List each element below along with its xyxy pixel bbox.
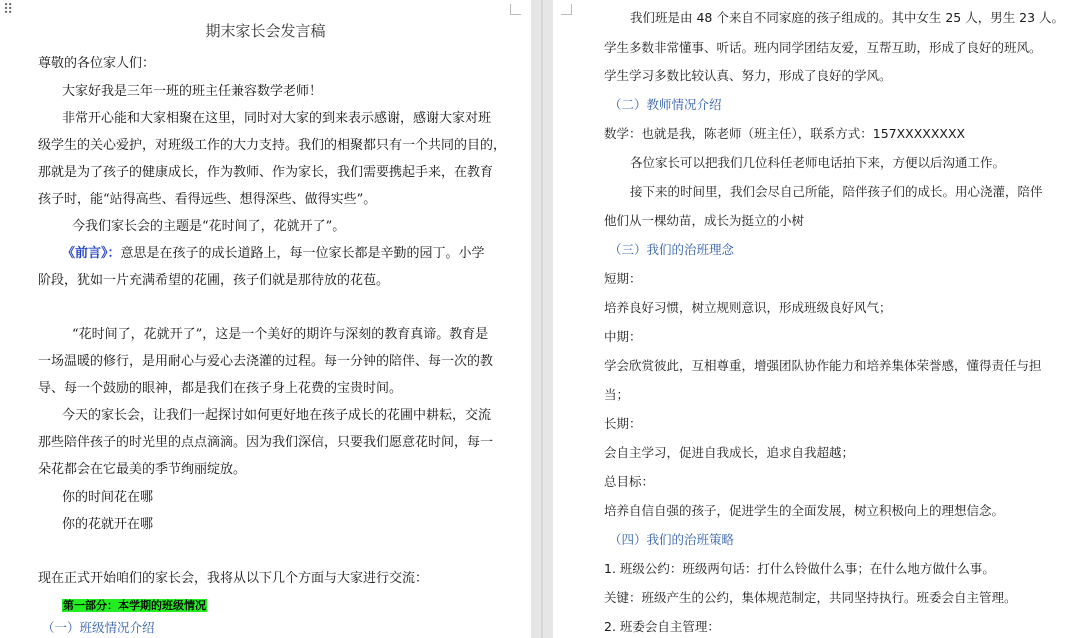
paragraph-line: 朵花都会在它最美的季节绚丽绽放。 <box>38 462 247 477</box>
subsection-heading: （三）我们的治班理念 <box>609 242 735 257</box>
intro-line: 现在正式开始咱们的家长会，我将从以下几个方面与大家进行交流： <box>38 571 429 586</box>
preface-text: 意思是在孩子的成长道路上，每一位家长都是辛勤的园丁。小学 <box>120 246 485 261</box>
drag-handle-icon[interactable]: ⠿ <box>3 2 14 18</box>
paragraph-line: 我们班是由 48 个来自不同家庭的孩子组成的。其中女生 25 人，男生 23 人。 <box>630 10 1065 25</box>
document-title: 期末家长会发言稿 <box>205 22 326 40</box>
subsection-heading: （四）我们的治班策略 <box>609 532 735 547</box>
paragraph-line: 关键：班级产生的公约，集体规范制定，共同坚持执行。班委会自主管理。 <box>604 590 1017 605</box>
subsection-heading: （二）教师情况介绍 <box>609 97 722 112</box>
paragraph-line: 级学生的关心爱护，对班级工作的大力支持。我们的相聚都只有一个共同的目的， <box>38 138 507 153</box>
highlighted-heading: 第一部分：本学期的班级情况 <box>63 599 206 612</box>
paragraph-line: 学生学习多数比较认真、努力，形成了良好的学风。 <box>604 68 892 83</box>
verse-line: 你的时间花在哪 <box>62 490 154 505</box>
paragraph-line: 2. 班委会自主管理： <box>604 619 720 634</box>
paragraph-line: 中期： <box>604 329 642 344</box>
paragraph-line: 孩子时，能“站得高些、看得远些、想得深些、做得实些”。 <box>38 192 377 207</box>
document-page-left <box>0 0 531 638</box>
paragraph-line: 总目标： <box>604 474 655 489</box>
page-corner-mark <box>510 4 521 15</box>
document-page-right <box>553 0 1080 638</box>
paragraph-line: 那就是为了孩子的健康成长，作为教师、作为家长，我们需要携起手来，在教育 <box>38 165 494 180</box>
paragraph-line: 大家好我是三年一班的班主任兼容数学老师！ <box>62 84 323 99</box>
paragraph-line: 学会欣赏彼此，互相尊重，增强团队协作能力和培养集体荣誉感，懂得责任与担 <box>604 358 1042 373</box>
preface-label: 《前言》： <box>62 246 121 261</box>
paragraph-line: 培养自信自强的孩子，促进学生的全面发展，树立积极向上的理想信念。 <box>604 503 1005 518</box>
paragraph-line: 长期： <box>604 416 642 431</box>
paragraph-line: 导、每一个鼓励的眼神，都是我们在孩子身上花费的宝贵时间。 <box>38 381 403 396</box>
paragraph-line: 一场温暖的修行，是用耐心与爱心去浇灌的过程。每一分钟的陪伴、每一次的教 <box>38 354 494 369</box>
subsection-heading: （一）班级情况介绍 <box>42 620 155 635</box>
paragraph-line: 非常开心能和大家相聚在这里，同时对大家的到来表示感谢，感谢大家对班 <box>62 111 492 126</box>
paragraph-line: 短期： <box>604 271 642 286</box>
paragraph-line: “花时间了，花就开了”，这是一个美好的期许与深刻的教育真谛。教育是 <box>72 327 489 342</box>
paragraph-line: 各位家长可以把我们几位科任老师电话拍下来，方便以后沟通工作。 <box>630 155 1006 170</box>
section-heading <box>62 597 207 613</box>
paragraph-line: 接下来的时间里，我们会尽自己所能，陪伴孩子们的成长。用心浇灌，陪伴 <box>630 184 1043 199</box>
paragraph-line: 那些陪伴孩子的时光里的点点滴滴。因为我们深信，只要我们愿意花时间，每一 <box>38 435 494 450</box>
page-corner-mark <box>561 4 572 15</box>
paragraph-line: 当； <box>604 387 630 402</box>
paragraph-line: 今天的家长会，让我们一起探讨如何更好地在孩子成长的花圃中耕耘，交流 <box>62 408 492 423</box>
paragraph-line: 他们从一棵幼苗，成长为挺立的小树 <box>604 213 805 228</box>
paragraph-line: 1. 班级公约：班级两句话：打什么铃做什么事；在什么地方做什么事。 <box>604 561 995 576</box>
page-gap <box>531 0 553 638</box>
verse-line: 你的花就开在哪 <box>62 517 154 532</box>
paragraph-line: 会自主学习，促进自我成长，追求自我超越； <box>604 445 855 460</box>
greeting: 尊敬的各位家人们： <box>38 56 156 71</box>
paragraph-line: 学生多数非常懂事、听话。班内同学团结友爱，互帮互助，形成了良好的班风。 <box>604 40 1042 55</box>
theme-line: 今我们家长会的主题是“花时间了，花就开了”。 <box>72 219 346 234</box>
preface-line <box>62 242 485 261</box>
paragraph-line: 培养良好习惯，树立规则意识，形成班级良好风气； <box>604 300 892 315</box>
paragraph-line: 阶段，犹如一片充满希望的花圃，孩子们就是那待放的花苞。 <box>38 273 390 288</box>
paragraph-line: 数学：也就是我，陈老师（班主任），联系方式：157XXXXXXXX <box>604 126 966 141</box>
